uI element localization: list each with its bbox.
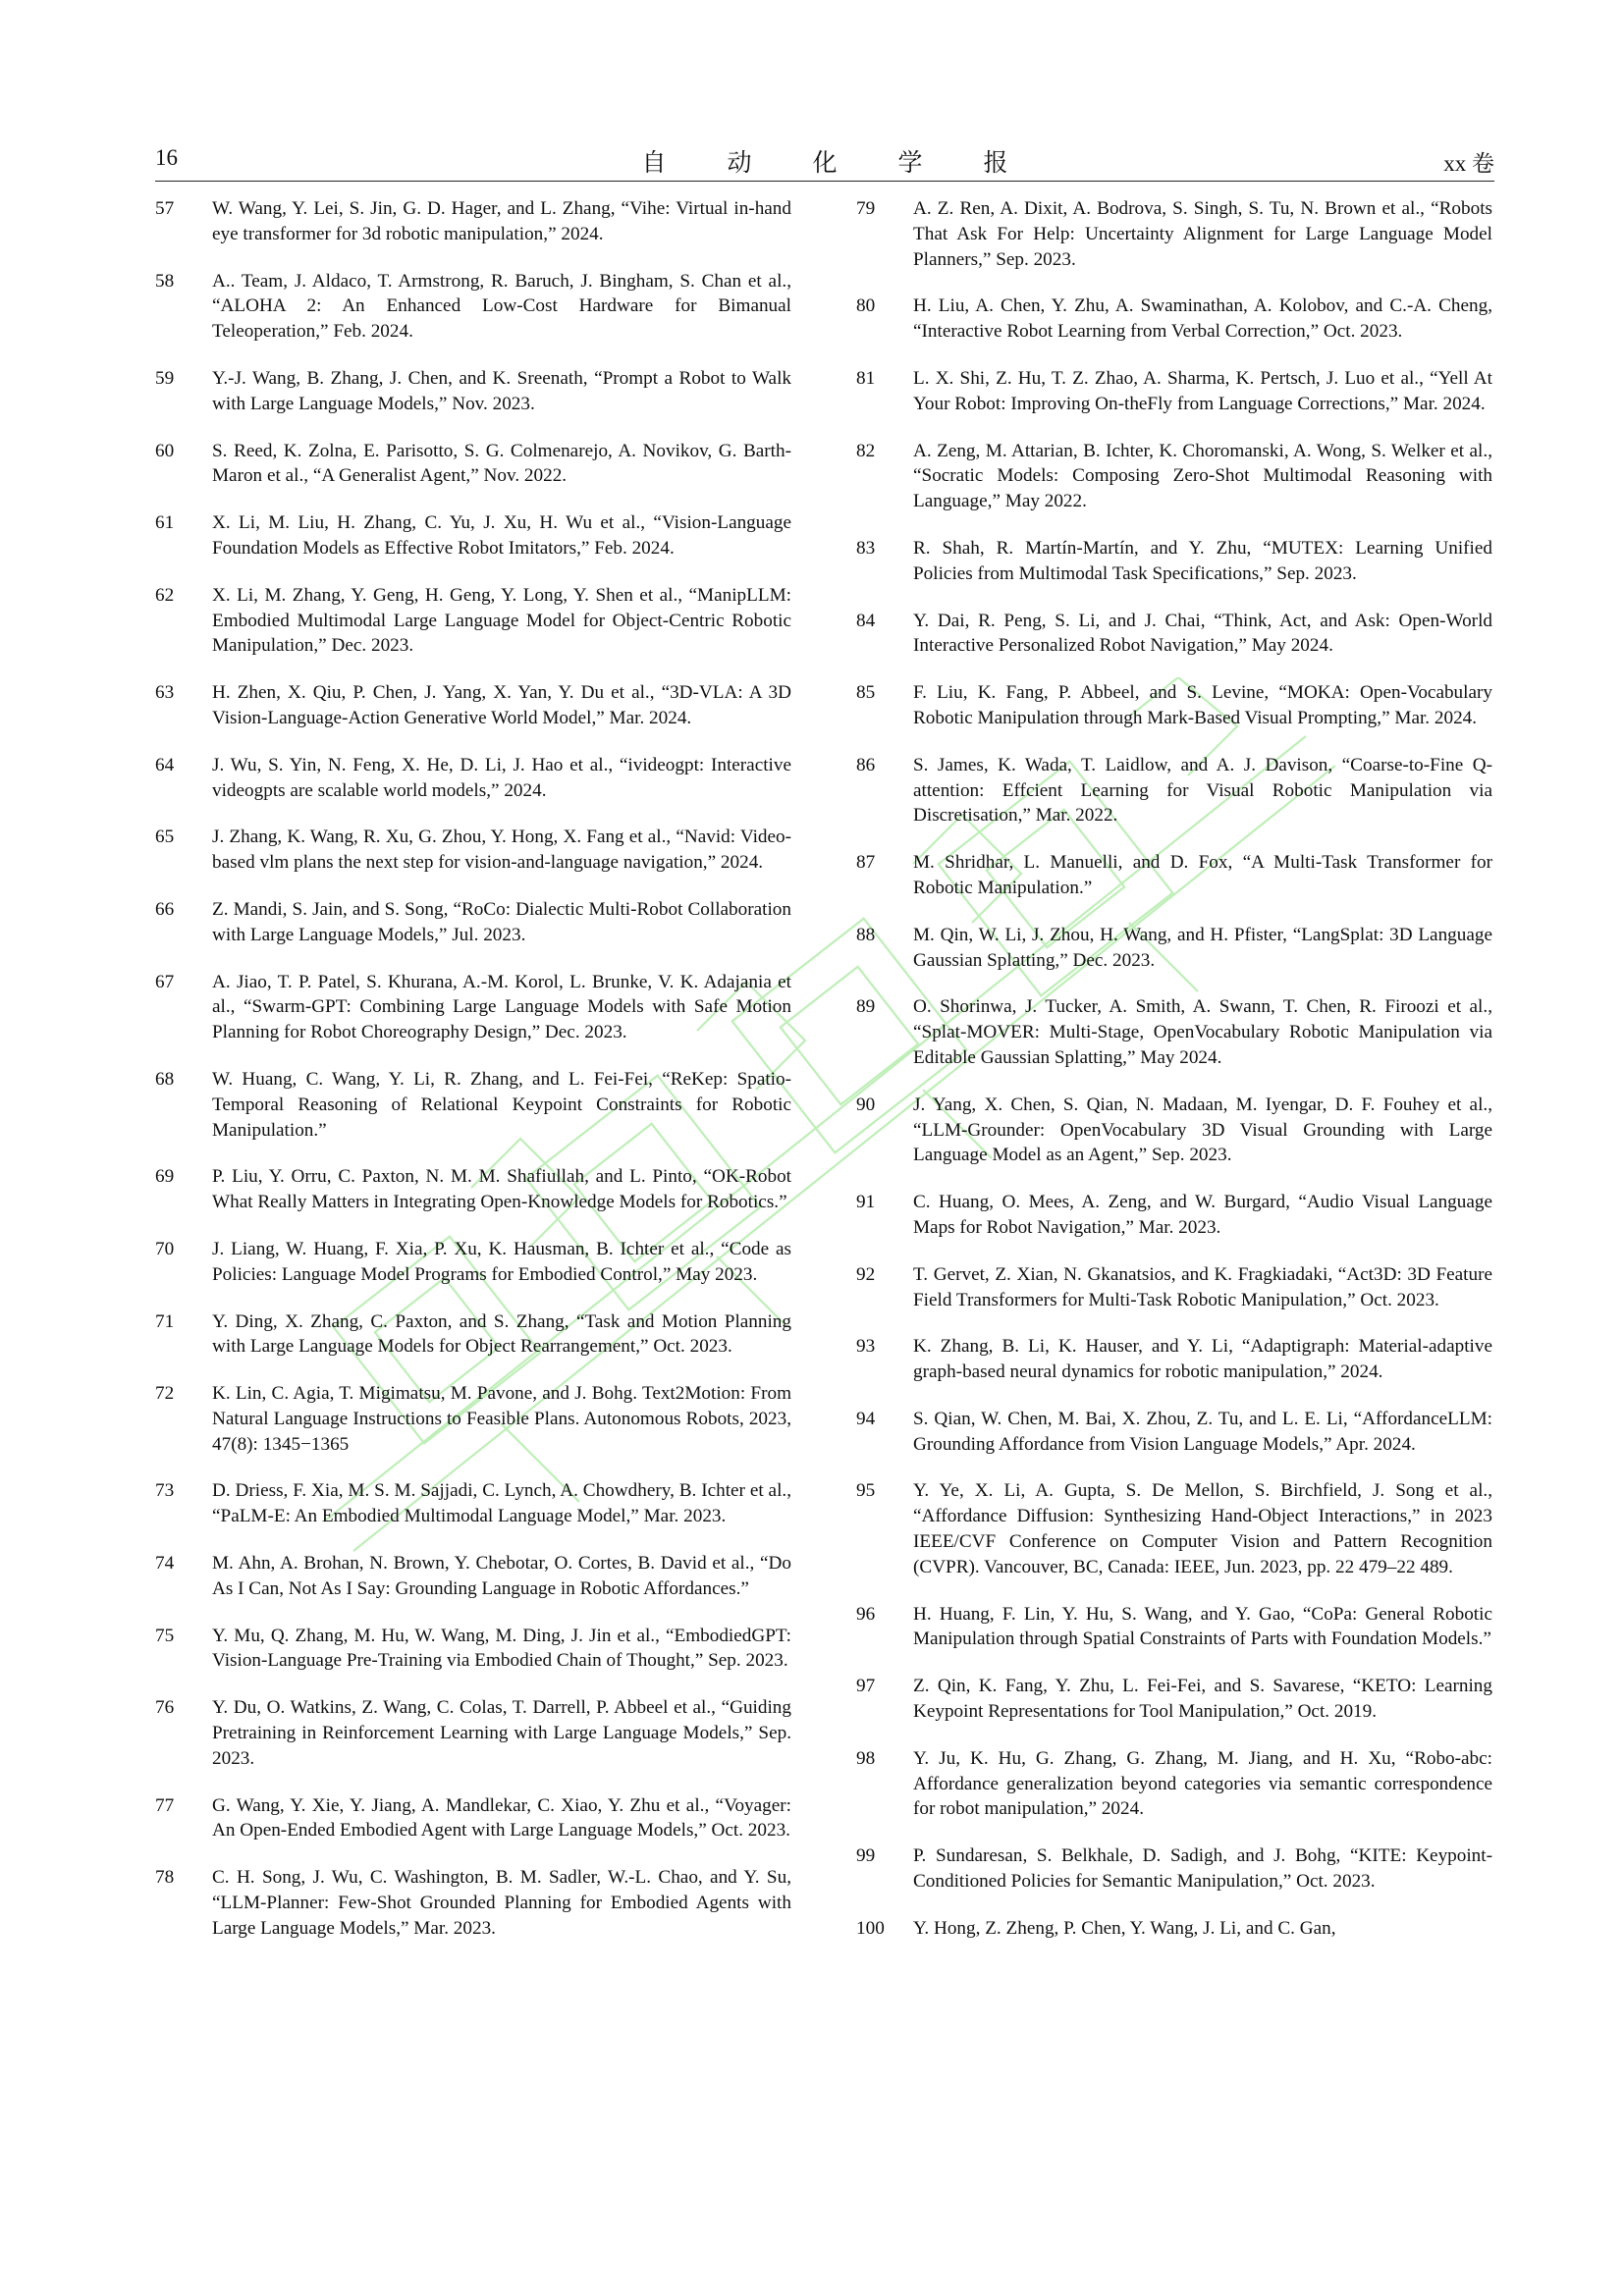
reference-entry: [155, 1067, 793, 1143]
reference-number: 66: [155, 898, 175, 920]
reference-entry: [856, 994, 1494, 1070]
volume-label: xx 卷: [1443, 151, 1494, 176]
reference-text: O. Shorinwa, J. Tucker, A. Smith, A. Swann, T. Chen, R. Firoozi et al., “Splat-MOVER: Multi-Stage, OpenVocabulary Robotic Manipulation via Editable Gaussian Splatting,” May 2024.: [913, 996, 1492, 1068]
reference-number: 72: [155, 1383, 175, 1405]
reference-text: T. Gervet, Z. Xian, N. Gkanatsios, and K. Fragkiadaki, “Act3D: 3D Feature Field Transformers for Multi-Task Robotic Manipulation,” Oct. 2023.: [913, 1263, 1492, 1310]
reference-text: Y. Ju, K. Hu, G. Zhang, G. Zhang, M. Jiang, and H. Xu, “Robo-abc: Affordance generalization beyond categories via semantic correspondence for robot manipulation,” 2024.: [913, 1747, 1492, 1820]
reference-entry: [155, 1695, 793, 1771]
reference-number: 92: [856, 1263, 876, 1285]
reference-number: 93: [856, 1336, 876, 1358]
reference-entry: [856, 1602, 1494, 1653]
reference-number: 68: [155, 1068, 175, 1090]
reference-entry: [856, 196, 1494, 272]
reference-text: Y. Ding, X. Zhang, C. Paxton, and S. Zhang, “Task and Motion Planning with Large Language Models for Object Rearrangement,” Oct. 2023.: [212, 1310, 791, 1358]
reference-text: A. Z. Ren, A. Dixit, A. Bodrova, S. Singh, S. Tu, N. Brown et al., “Robots That Ask For Help: Uncertainty Alignment for Large Language Model Planners,” Sep. 2023.: [913, 198, 1492, 270]
journal-title: 自动化学报: [641, 150, 1069, 177]
reference-text: A.. Team, J. Aldaco, T. Armstrong, R. Baruch, J. Bingham, S. Chan et al., “ALOHA 2: An Enhanced Low-Cost Hardware for Bimanual Teleoperation,” Feb. 2024.: [212, 270, 791, 343]
reference-text: P. Liu, Y. Orru, C. Paxton, N. M. M. Shafiullah, and L. Pinto, “OK-Robot What Really Matters in Integrating Open-Knowledge Models for Robotics.”: [212, 1166, 791, 1213]
reference-number: 94: [856, 1408, 876, 1429]
reference-entry: [856, 753, 1494, 828]
reference-number: 90: [856, 1094, 876, 1115]
reference-number: 71: [155, 1310, 175, 1332]
reference-text: F. Liu, K. Fang, P. Abbeel, and S. Levine, “MOKA: Open-Vocabulary Robotic Manipulation through Mark-Based Visual Prompting,” Mar. 2024.: [913, 682, 1492, 728]
reference-number: 77: [155, 1794, 175, 1816]
reference-entry: [856, 294, 1494, 345]
reference-entry: [155, 1237, 793, 1288]
reference-entry: [856, 1916, 1494, 1942]
reference-text: X. Li, M. Liu, H. Zhang, C. Yu, J. Xu, H. Wu et al., “Vision-Language Foundation Models as Effective Robot Imitators,” Feb. 2024.: [212, 512, 791, 559]
reference-number: 87: [856, 852, 876, 874]
reference-entry: [155, 510, 793, 561]
reference-text: K. Zhang, B. Li, K. Hauser, and Y. Li, “Adaptigraph: Material-adaptive graph-based neural dynamics for robotic manipulation,” 2024.: [913, 1336, 1492, 1383]
reference-text: W. Wang, Y. Lei, S. Jin, G. D. Hager, and L. Zhang, “Vihe: Virtual in-hand eye transformer for 3d robotic manipulation,” 2024.: [212, 198, 791, 244]
reference-text: L. X. Shi, Z. Hu, T. Z. Zhao, A. Sharma, K. Pertsch, J. Luo et al., “Yell At Your Robot: Improving On-theFly from Language Corrections,” Mar. 2024.: [913, 367, 1492, 414]
reference-number: 74: [155, 1553, 175, 1575]
reference-entry: [155, 1551, 793, 1602]
reference-number: 62: [155, 584, 175, 606]
reference-entry: [856, 609, 1494, 660]
reference-number: 91: [856, 1192, 876, 1213]
reference-number: 88: [856, 924, 876, 945]
reference-entry: [155, 1164, 793, 1215]
reference-entry: [155, 970, 793, 1045]
reference-text: J. Yang, X. Chen, S. Qian, N. Madaan, M. Iyengar, D. F. Fouhey et al., “LLM-Grounder: OpenVocabulary 3D Visual Grounding with Large Language Model as an Agent,” Sep. 2023.: [913, 1094, 1492, 1166]
reference-number: 98: [856, 1747, 876, 1769]
reference-number: 70: [155, 1238, 175, 1259]
reference-entry: [155, 1381, 793, 1457]
reference-entry: [155, 1865, 793, 1941]
reference-number: 100: [856, 1917, 885, 1939]
reference-text: Y. Mu, Q. Zhang, M. Hu, W. Wang, M. Ding, J. Jin et al., “EmbodiedGPT: Vision-Language Pre-Training via Embodied Chain of Thought,” Sep. 2023.: [212, 1625, 791, 1672]
reference-text: P. Sundaresan, S. Belkhale, D. Sadigh, and J. Bohg, “KITE: Keypoint-Conditioned Policies for Semantic Manipulation,” Oct. 2023.: [913, 1845, 1492, 1893]
reference-number: 63: [155, 682, 175, 704]
reference-entry: [856, 1190, 1494, 1241]
reference-text: S. James, K. Wada, T. Laidlow, and A. J. Davison, “Coarse-to-Fine Q-attention: Effcient Learning for Visual Robotic Manipulation via Discretisation,” Mar. 2022.: [913, 754, 1492, 827]
reference-number: 99: [856, 1845, 876, 1867]
reference-number: 67: [155, 971, 175, 992]
reference-entry: [856, 1334, 1494, 1385]
reference-number: 59: [155, 367, 175, 389]
reference-text: D. Driess, F. Xia, M. S. M. Sajjadi, C. Lynch, A. Chowdhery, B. Ichter et al., “PaLM-E: An Embodied Multimodal Language Model,” Mar. 2023.: [212, 1480, 791, 1527]
reference-entry: [856, 680, 1494, 731]
reference-number: 82: [856, 440, 876, 461]
reference-number: 89: [856, 996, 876, 1018]
reference-entry: [155, 753, 793, 804]
reference-entry: [155, 1478, 793, 1529]
page-number: 16: [155, 145, 178, 170]
reference-entry: [856, 1478, 1494, 1579]
references-right-column: [856, 196, 1494, 1942]
reference-entry: [856, 1093, 1494, 1168]
reference-entry: [856, 923, 1494, 974]
reference-entry: [155, 680, 793, 731]
reference-entry: [856, 1262, 1494, 1313]
reference-entry: [856, 1674, 1494, 1725]
reference-text: H. Huang, F. Lin, Y. Hu, S. Wang, and Y. Gao, “CoPa: General Robotic Manipulation through Spatial Constraints of Parts with Foundation Models.”: [913, 1603, 1492, 1650]
reference-text: J. Wu, S. Yin, N. Feng, X. He, D. Li, J. Hao et al., “ivideogpt: Interactive videogpts are scalable world models,” 2024.: [212, 754, 791, 801]
reference-entry: [856, 366, 1494, 417]
reference-number: 79: [856, 198, 876, 219]
reference-entry: [155, 1793, 793, 1844]
reference-text: Y. Ye, X. Li, A. Gupta, S. De Mellon, S. Birchfield, J. Song et al., “Affordance Diffusion: Synthesizing Hand-Object Interactions,” in 2023 IEEE/CVF Conference on Computer Vision and Pattern Recognition (CVPR). Vancouver, BC, Canada: IEEE, Jun. 2023, pp. 22 479–22 489.: [913, 1480, 1492, 1577]
reference-text: M. Ahn, A. Brohan, N. Brown, Y. Chebotar, O. Cortes, B. David et al., “Do As I Can, Not As I Say: Grounding Language in Robotic Affordances.”: [212, 1553, 791, 1599]
reference-text: Y.-J. Wang, B. Zhang, J. Chen, and K. Sreenath, “Prompt a Robot to Walk with Large Language Models,” Nov. 2023.: [212, 367, 791, 414]
reference-entry: [856, 850, 1494, 901]
header-rule: [155, 181, 1494, 182]
page-header: [155, 143, 1494, 179]
reference-text: X. Li, M. Zhang, Y. Geng, H. Geng, Y. Long, Y. Shen et al., “ManipLLM: Embodied Multimodal Large Language Model for Object-Centric Robotic Manipulation,” Dec. 2023.: [212, 584, 791, 657]
reference-entry: [856, 536, 1494, 587]
reference-entry: [155, 1309, 793, 1361]
reference-text: A. Zeng, M. Attarian, B. Ichter, K. Choromanski, A. Wong, S. Welker et al., “Socratic Models: Composing Zero-Shot Multimodal Reasoning with Language,” May 2022.: [913, 440, 1492, 512]
reference-entry: [155, 196, 793, 247]
references-left-column: [155, 196, 793, 1942]
reference-text: K. Lin, C. Agia, T. Migimatsu, M. Pavone, and J. Bohg. Text2Motion: From Natural Language Instructions to Feasible Plans. Autonomous Robots, 2023, 47(8): 1345−1365: [212, 1383, 791, 1455]
reference-text: H. Zhen, X. Qiu, P. Chen, J. Yang, X. Yan, Y. Du et al., “3D-VLA: A 3D Vision-Language-Action Generative World Model,” Mar. 2024.: [212, 682, 791, 728]
reference-entry: [155, 269, 793, 345]
reference-entry: [155, 439, 793, 490]
reference-entry: [155, 825, 793, 876]
reference-text: Y. Hong, Z. Zheng, P. Chen, Y. Wang, J. Li, and C. Gan,: [913, 1917, 1336, 1939]
reference-text: S. Qian, W. Chen, M. Bai, X. Zhou, Z. Tu, and L. E. Li, “AffordanceLLM: Grounding Affordance from Vision Language Models,” Apr. 2024.: [913, 1408, 1492, 1455]
reference-number: 85: [856, 682, 876, 704]
reference-entry: [155, 583, 793, 659]
reference-text: Z. Qin, K. Fang, Y. Zhu, L. Fei-Fei, and S. Savarese, “KETO: Learning Keypoint Representations for Tool Manipulation,” Oct. 2019.: [913, 1676, 1492, 1723]
reference-text: C. H. Song, J. Wu, C. Washington, B. M. Sadler, W.-L. Chao, and Y. Su, “LLM-Planner: Few-Shot Grounded Planning for Embodied Agents with Large Language Models,” Mar. 2023.: [212, 1867, 791, 1939]
reference-text: A. Jiao, T. P. Patel, S. Khurana, A.-M. Korol, L. Brunke, V. K. Adajania et al., “Swarm-GPT: Combining Large Language Models with Safe Motion Planning for Robot Choreography Design,” Dec. 2023.: [212, 971, 791, 1043]
reference-text: R. Shah, R. Martín-Martín, and Y. Zhu, “MUTEX: Learning Unified Policies from Multimodal Task Specifications,” Sep. 2023.: [913, 537, 1492, 584]
reference-number: 75: [155, 1625, 175, 1646]
reference-entry: [155, 1624, 793, 1675]
reference-number: 69: [155, 1166, 175, 1188]
reference-text: C. Huang, O. Mees, A. Zeng, and W. Burgard, “Audio Visual Language Maps for Robot Navigation,” Mar. 2023.: [913, 1192, 1492, 1238]
reference-text: Y. Du, O. Watkins, Z. Wang, C. Colas, T. Darrell, P. Abbeel et al., “Guiding Pretraining in Reinforcement Learning with Large Language Models,” Sep. 2023.: [212, 1697, 791, 1769]
reference-entry: [155, 897, 793, 948]
reference-number: 65: [155, 827, 175, 848]
reference-number: 64: [155, 754, 175, 775]
reference-number: 84: [856, 610, 876, 631]
reference-text: M. Shridhar, L. Manuelli, and D. Fox, “A Multi-Task Transformer for Robotic Manipulation.”: [913, 852, 1492, 898]
reference-text: S. Reed, K. Zolna, E. Parisotto, S. G. Colmenarejo, A. Novikov, G. Barth-Maron et al., “A Generalist Agent,” Nov. 2022.: [212, 440, 791, 487]
reference-number: 57: [155, 198, 175, 219]
reference-entry: [856, 1746, 1494, 1822]
reference-number: 73: [155, 1480, 175, 1502]
reference-text: H. Liu, A. Chen, Y. Zhu, A. Swaminathan, A. Kolobov, and C.-A. Cheng, “Interactive Robot Learning from Verbal Correction,” Oct. 2023.: [913, 295, 1492, 343]
reference-number: 97: [856, 1676, 876, 1697]
reference-entry: [155, 366, 793, 417]
reference-number: 58: [155, 270, 175, 292]
reference-entry: [856, 1407, 1494, 1458]
reference-text: G. Wang, Y. Xie, Y. Jiang, A. Mandlekar, C. Xiao, Y. Zhu et al., “Voyager: An Open-Ended Embodied Agent with Large Language Models,” Oct. 2023.: [212, 1794, 791, 1842]
reference-number: 76: [155, 1697, 175, 1719]
reference-text: M. Qin, W. Li, J. Zhou, H. Wang, and H. Pfister, “LangSplat: 3D Language Gaussian Splatting,” Dec. 2023.: [913, 924, 1492, 971]
reference-number: 80: [856, 295, 876, 317]
reference-number: 96: [856, 1603, 876, 1625]
reference-entry: [856, 439, 1494, 514]
reference-number: 81: [856, 367, 876, 389]
reference-number: 95: [856, 1480, 876, 1502]
reference-text: J. Zhang, K. Wang, R. Xu, G. Zhou, Y. Hong, X. Fang et al., “Navid: Video-based vlm plans the next step for vision-and-language navigation,” 2024.: [212, 827, 791, 874]
reference-number: 83: [856, 537, 876, 559]
reference-entry: [856, 1843, 1494, 1895]
reference-number: 86: [856, 754, 876, 775]
reference-number: 60: [155, 440, 175, 461]
reference-text: W. Huang, C. Wang, Y. Li, R. Zhang, and L. Fei-Fei, “ReKep: Spatio-Temporal Reasoning of Relational Keypoint Constraints for Robotic Manipulation.”: [212, 1068, 791, 1141]
reference-number: 61: [155, 512, 175, 534]
reference-text: Y. Dai, R. Peng, S. Li, and J. Chai, “Think, Act, and Ask: Open-World Interactive Personalized Robot Navigation,” May 2024.: [913, 610, 1492, 657]
reference-text: Z. Mandi, S. Jain, and S. Song, “RoCo: Dialectic Multi-Robot Collaboration with Large Language Models,” Jul. 2023.: [212, 898, 791, 945]
reference-text: J. Liang, W. Huang, F. Xia, P. Xu, K. Hausman, B. Ichter et al., “Code as Policies: Language Model Programs for Embodied Control,” May 2023.: [212, 1238, 791, 1285]
reference-number: 78: [155, 1867, 175, 1889]
